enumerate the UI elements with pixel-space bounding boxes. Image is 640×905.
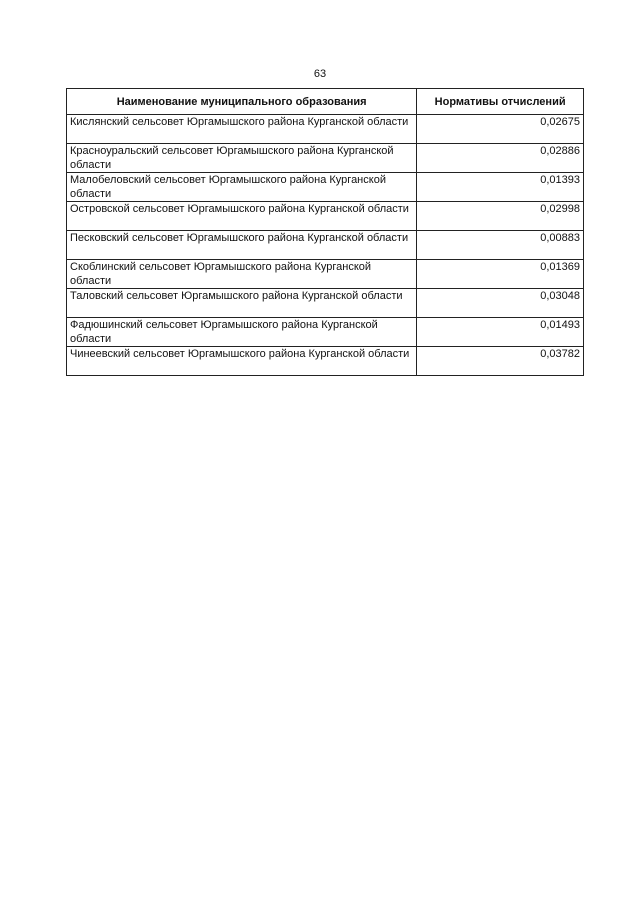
table-row	[67, 231, 584, 260]
page-number: 63	[313, 68, 327, 80]
norm-value-cell: 0,02675	[417, 115, 584, 144]
municipality-name-cell: Фадюшинский сельсовет Юргамышского района Курганской области	[67, 318, 417, 347]
norm-value-cell: 0,01493	[417, 318, 584, 347]
municipality-name-cell: Песковский сельсовет Юргамышского района Курганской области	[67, 231, 417, 260]
norm-value-cell: 0,01369	[417, 260, 584, 289]
municipality-name-cell: Красноуральский сельсовет Юргамышского района Курганской области	[67, 144, 417, 173]
norm-value-cell: 0,02998	[417, 202, 584, 231]
norm-value-cell: 0,03782	[417, 347, 584, 376]
table-row	[67, 202, 584, 231]
norm-value-cell: 0,00883	[417, 231, 584, 260]
table-row	[67, 289, 584, 318]
municipality-name-cell: Скоблинский сельсовет Юргамышского района Курганской области	[67, 260, 417, 289]
municipality-name-cell: Островской сельсовет Юргамышского района Курганской области	[67, 202, 417, 231]
table-row	[67, 173, 584, 202]
norm-value-cell: 0,03048	[417, 289, 584, 318]
table-row	[67, 318, 584, 347]
municipality-name-cell: Малобеловский сельсовет Юргамышского района Курганской области	[67, 173, 417, 202]
municipality-name-cell: Чинеевский сельсовет Юргамышского района Курганской области	[67, 347, 417, 376]
header-deduction-norms: Нормативы отчислений	[417, 89, 584, 115]
table-row	[67, 144, 584, 173]
norm-value-cell: 0,01393	[417, 173, 584, 202]
municipality-name-cell: Таловский сельсовет Юргамышского района Курганской области	[67, 289, 417, 318]
norms-table	[66, 88, 584, 376]
table-row	[67, 347, 584, 376]
table-header-row	[67, 89, 584, 115]
norm-value-cell: 0,02886	[417, 144, 584, 173]
header-municipality-name: Наименование муниципального образования	[67, 89, 417, 115]
table-row	[67, 115, 584, 144]
municipality-name-cell: Кислянский сельсовет Юргамышского района Курганской области	[67, 115, 417, 144]
table-row	[67, 260, 584, 289]
